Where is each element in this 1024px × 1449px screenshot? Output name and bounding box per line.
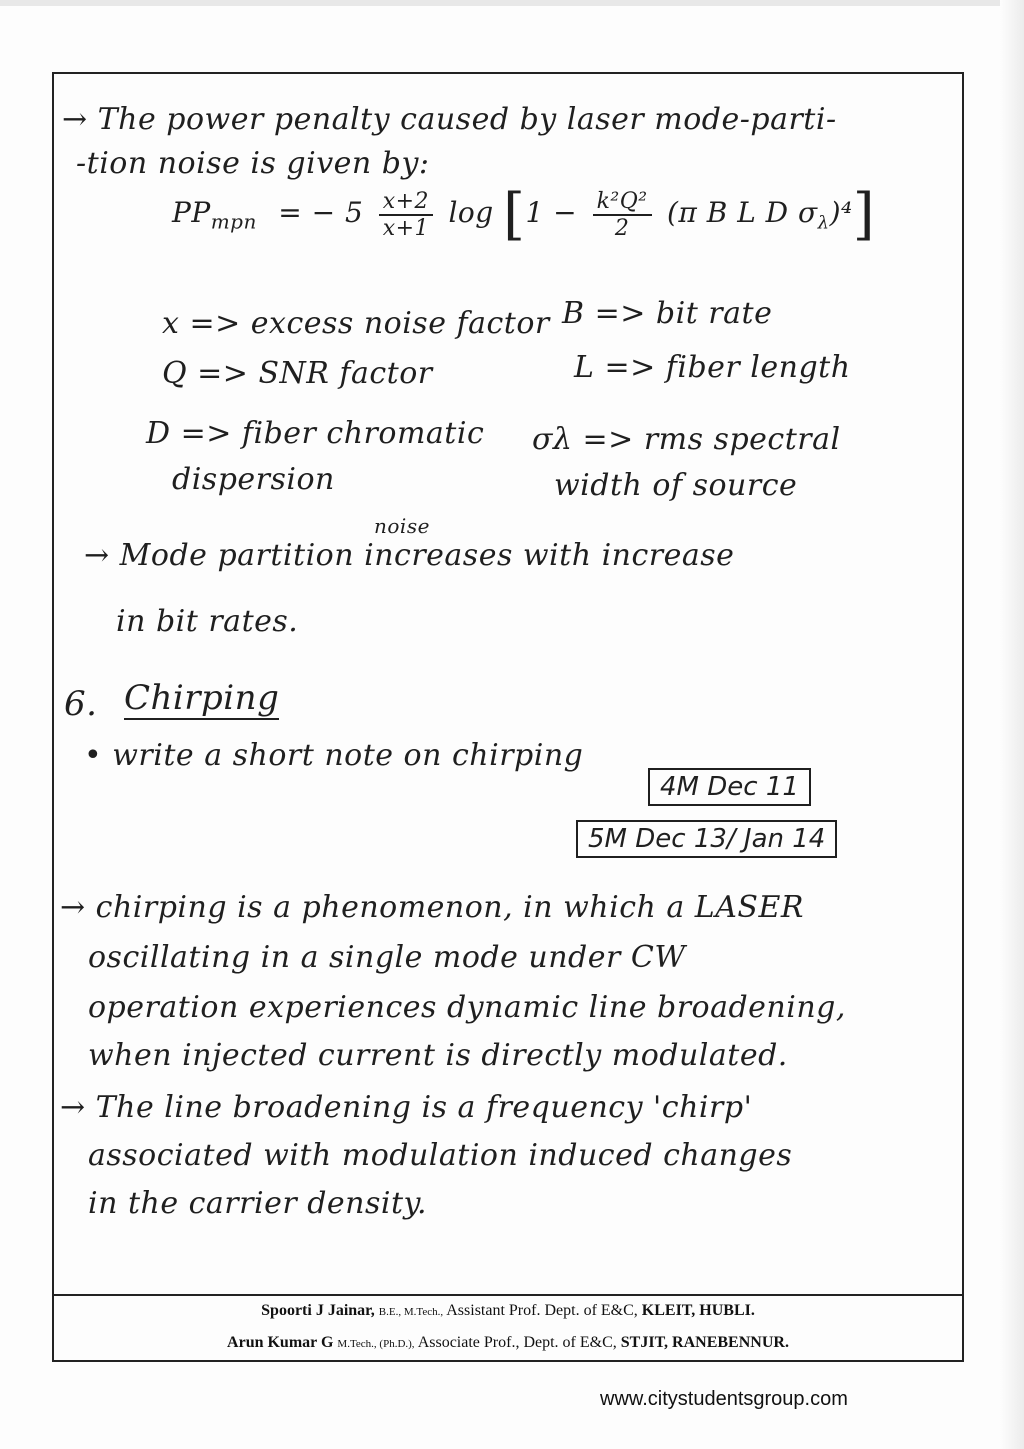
mode-line-1: → Mode partition increases with increase xyxy=(84,538,735,573)
def-sigma-2: width of source xyxy=(554,468,798,503)
notes-line-1: → The power penalty caused by laser mode-parti- xyxy=(62,102,837,137)
footer-role-1: Assistant Prof. Dept. of E&C, xyxy=(446,1302,638,1319)
footer-author-1 xyxy=(54,1302,962,1320)
formula-fraction xyxy=(379,189,433,241)
def-sigma-1: σλ => rms spectral xyxy=(532,422,841,457)
formula-lhs: PP xyxy=(172,196,211,229)
marks-tag-2: 5M Dec 13/ Jan 14 xyxy=(576,820,837,858)
formula-inner-num: k²Q² xyxy=(593,189,652,216)
def-d-1: D => fiber chromatic xyxy=(146,416,485,451)
chirp-para-5: → The line broadening is a frequency 'chirp' xyxy=(60,1090,753,1125)
section-number: 6. xyxy=(64,684,98,724)
def-l: L => fiber length xyxy=(574,350,851,385)
power-penalty-formula xyxy=(172,182,875,247)
formula-bracket-close: ] xyxy=(852,182,876,247)
chirp-para-2: oscillating in a single mode under CW xyxy=(88,940,686,975)
chirp-para-7: in the carrier density. xyxy=(88,1186,428,1221)
formula-sigma-sub: λ xyxy=(817,212,830,234)
formula-power: )⁴ xyxy=(829,196,853,229)
footer-name-2: Arun Kumar G xyxy=(227,1334,334,1351)
def-q: Q => SNR factor xyxy=(162,356,433,391)
formula-inner-lead: 1 − xyxy=(525,196,578,229)
formula-inner-den: 2 xyxy=(614,215,630,241)
chirp-para-6: associated with modulation induced changes xyxy=(88,1138,793,1173)
footer-inst-2: STJIT, RANEBENNUR. xyxy=(620,1334,789,1351)
footer-inst-1: KLEIT, HUBLI. xyxy=(641,1302,755,1319)
formula-bracket-open: [ xyxy=(503,182,526,247)
scan-right-edge xyxy=(1000,0,1024,1449)
formula-frac-den: x+1 xyxy=(382,215,430,241)
formula-frac-num: x+2 xyxy=(379,189,433,216)
formula-inner-fraction xyxy=(593,189,652,241)
footer-degree-2: M.Tech., (Ph.D.), xyxy=(337,1338,415,1350)
footer-role-2: Associate Prof., Dept. of E&C, xyxy=(417,1334,617,1351)
formula-eq: = − 5 xyxy=(278,196,364,229)
notes-line-2: -tion noise is given by: xyxy=(76,146,430,181)
website-link[interactable]: www.citystudentsgroup.com xyxy=(600,1388,848,1410)
mode-noise-insert: noise xyxy=(374,514,430,538)
section-title: Chirping xyxy=(124,678,280,718)
def-x: x => excess noise factor xyxy=(162,306,550,341)
footer-divider xyxy=(54,1294,962,1296)
formula-lhs-sub: mpn xyxy=(210,209,257,234)
scan-top-edge xyxy=(0,0,1024,6)
chirp-para-3: operation experiences dynamic line broadening, xyxy=(88,990,846,1025)
question-line: • write a short note on chirping xyxy=(84,738,584,773)
footer-name-1: Spoorti J Jainar, xyxy=(261,1302,375,1319)
def-b: B => bit rate xyxy=(562,296,773,331)
chirp-para-1: → chirping is a phenomenon, in which a LASER xyxy=(60,890,804,925)
formula-inner-tail: (π B L D σ xyxy=(666,196,818,229)
footer-degree-1: B.E., M.Tech., xyxy=(378,1306,444,1318)
def-d-2: dispersion xyxy=(172,462,335,497)
mode-line-2: in bit rates. xyxy=(116,604,299,639)
page-frame xyxy=(52,72,964,1362)
chirp-para-4: when injected current is directly modulated. xyxy=(88,1038,788,1073)
marks-tag-1: 4M Dec 11 xyxy=(648,768,811,806)
formula-log: log xyxy=(448,196,494,229)
footer-author-2 xyxy=(54,1334,962,1352)
